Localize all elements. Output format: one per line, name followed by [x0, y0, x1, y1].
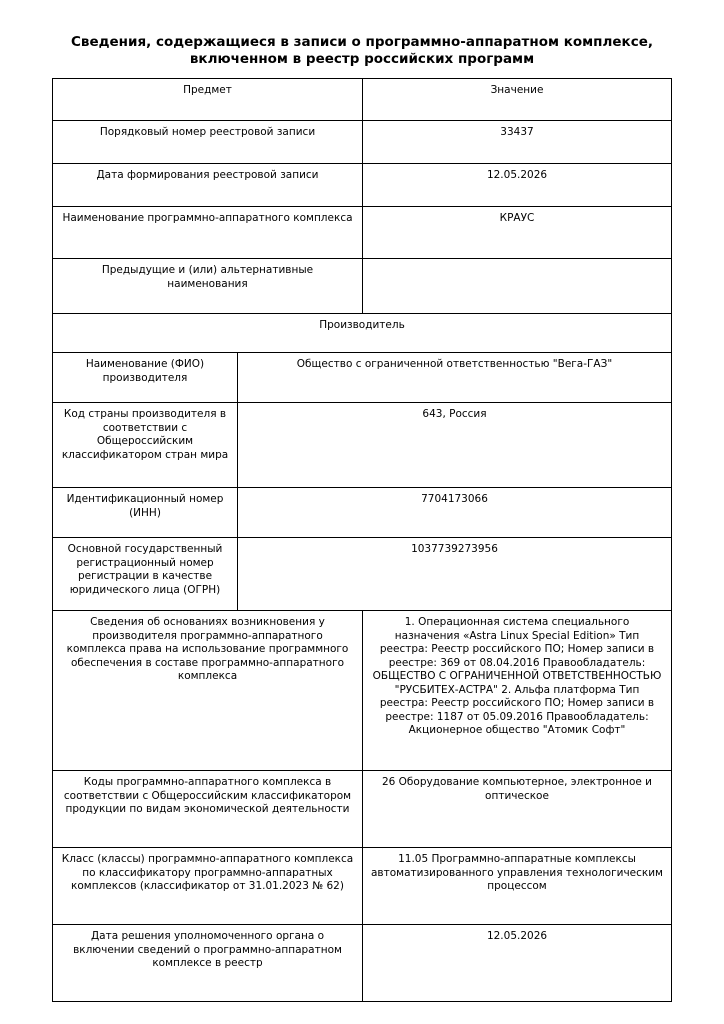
table-row — [53, 925, 672, 1002]
header-value: Значение — [363, 79, 672, 121]
table-header-row — [53, 79, 672, 121]
class-label: Класс (классы) программно-аппаратного комплекса по классификатору программно-аппаратных комплексов (классификатор от 31.01.2023 № 62) — [53, 848, 363, 925]
country-code-value: 643, Россия — [238, 403, 672, 488]
document-title — [40, 34, 684, 68]
table-row — [53, 164, 672, 207]
country-code-label: Код страны производителя в соответствии с Общероссийским классификатором стран мира — [53, 403, 238, 488]
table-row — [53, 611, 672, 771]
complex-name-value: КРАУС — [363, 207, 672, 259]
table-row — [53, 403, 672, 488]
grounds-label: Сведения об основаниях возникновения у производителя программно-аппаратного комплекса права на использование программного обеспечения в составе программно-аппаратного комплекса — [53, 611, 363, 771]
header-subject: Предмет — [53, 79, 363, 121]
class-value: 11.05 Программно-аппаратные комплексы автоматизированного управления технологическим процессом — [363, 848, 672, 925]
table-row — [53, 538, 672, 611]
table-row — [53, 488, 672, 538]
inn-label: Идентификационный номер (ИНН) — [53, 488, 238, 538]
record-date-value: 12.05.2026 — [363, 164, 672, 207]
okpd-value: 26 Оборудование компьютерное, электронное и оптическое — [363, 771, 672, 848]
registry-number-value: 33437 — [363, 121, 672, 164]
registry-number-label: Порядковый номер реестровой записи — [53, 121, 363, 164]
manufacturer-name-value: Общество с ограниченной ответственностью "Вега-ГАЗ" — [238, 353, 672, 403]
alt-names-value — [363, 259, 672, 314]
alt-names-label: Предыдущие и (или) альтернативные наименования — [53, 259, 363, 314]
manufacturer-name-label: Наименование (ФИО) производителя — [53, 353, 238, 403]
document-title-line-2: включенном в реестр российских программ — [189, 51, 535, 67]
ogrn-label: Основной государственный регистрационный номер регистрации в качестве юридического лица (ОГРН) — [53, 538, 238, 611]
manufacturer-section-title: Производитель — [53, 314, 672, 353]
table-row — [53, 771, 672, 848]
table-row — [53, 121, 672, 164]
ogrn-value: 1037739273956 — [238, 538, 672, 611]
table-row — [53, 848, 672, 925]
complex-name-label: Наименование программно-аппаратного комплекса — [53, 207, 363, 259]
record-date-label: Дата формирования реестровой записи — [53, 164, 363, 207]
table-row — [53, 207, 672, 259]
table-row — [53, 353, 672, 403]
table-row — [53, 259, 672, 314]
registry-table — [52, 78, 672, 1002]
document-title-line-1: Сведения, содержащиеся в записи о программно-аппаратном комплексе, — [71, 34, 653, 50]
decision-date-label: Дата решения уполномоченного органа о включении сведений о программно-аппаратном комплексе в реестр — [53, 925, 363, 1002]
manufacturer-section-row — [53, 314, 672, 353]
okpd-label: Коды программно-аппаратного комплекса в соответствии с Общероссийским классификатором продукции по видам экономической деятельности — [53, 771, 363, 848]
inn-value: 7704173066 — [238, 488, 672, 538]
decision-date-value: 12.05.2026 — [363, 925, 672, 1002]
grounds-value: 1. Операционная система специального назначения «Astra Linux Special Edition» Тип реестра: Реестр российского ПО; Номер записи в реестре: 369 от 08.04.2016 Правообладатель: ОБЩЕСТВО С ОГРАНИЧЕННОЙ ОТВЕТСТВЕННОСТЬЮ "РУСБИТЕХ-АСТРА" 2. Альфа платформа Тип реестра: Реестр российского ПО; Номер записи в реестре: 1187 от 05.09.2016 Правообладатель: Акционерное общество "Атомик Софт" — [363, 611, 672, 771]
